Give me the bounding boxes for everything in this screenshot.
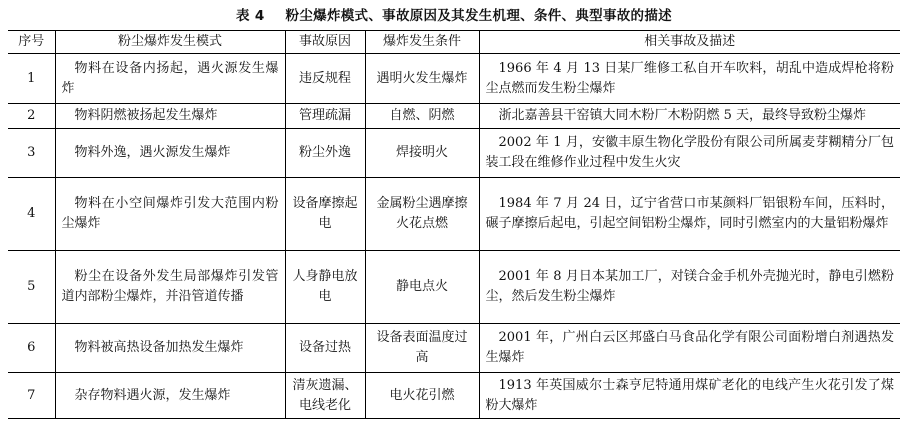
accident-table [8, 30, 900, 419]
accident-cause-cell: 设备过热 [285, 324, 365, 373]
explosion-mode-cell: 物料在小空间爆炸引发大范围内粉尘爆炸 [55, 178, 285, 251]
accident-description-cell: 2001 年 8 月日本某加工厂，对镁合金手机外壳抛光时，静电引燃粉尘，然后发生粉尘爆炸 [479, 251, 900, 324]
explosion-condition-cell: 金属粉尘遇摩擦火花点燃 [365, 178, 479, 251]
header-condition: 爆炸发生条件 [365, 31, 479, 54]
accident-cause-cell: 违反规程 [285, 54, 365, 104]
explosion-mode-cell: 物料阴燃被扬起发生爆炸 [55, 104, 285, 129]
explosion-condition-cell: 静电点火 [365, 251, 479, 324]
accident-description-cell: 2001 年，广州白云区邦盛白马食品化学有限公司面粉增白剂遇热发生爆炸 [479, 324, 900, 373]
accident-description-cell: 1913 年英国威尔士森亨尼特通用煤矿老化的电线产生火花引发了煤粉大爆炸 [479, 373, 900, 419]
explosion-mode-cell: 粉尘在设备外发生局部爆炸引发管道内部粉尘爆炸，并沿管道传播 [55, 251, 285, 324]
accident-description-cell: 1984 年 7 月 24 日，辽宁省营口市某颜料厂铝银粉车间，压料时，碾子摩擦后起电，引起空间铝粉尘爆炸，同时引燃室内的大量铝粉爆炸 [479, 178, 900, 251]
row-number: 7 [8, 373, 55, 419]
table-number: 表 4 [236, 8, 265, 24]
explosion-condition-cell: 遇明火发生爆炸 [365, 54, 479, 104]
accident-description-cell: 2002 年 1 月，安徽丰原生物化学股份有限公司所属麦芽糊精分厂包装工段在维修作业过程中发生火灾 [479, 129, 900, 178]
table-row [8, 129, 900, 178]
table-title: 粉尘爆炸模式、事故原因及其发生机理、条件、典型事故的描述 [285, 8, 672, 24]
accident-cause-cell: 人身静电放电 [285, 251, 365, 324]
explosion-condition-cell: 设备表面温度过高 [365, 324, 479, 373]
table-row [8, 54, 900, 104]
accident-description-cell: 浙北嘉善县干窑镇大同木粉厂木粉阴燃 5 天，最终导致粉尘爆炸 [479, 104, 900, 129]
explosion-mode-cell: 杂存物料遇火源，发生爆炸 [55, 373, 285, 419]
header-no: 序号 [8, 31, 55, 54]
table-row [8, 324, 900, 373]
accident-cause-cell: 管理疏漏 [285, 104, 365, 129]
explosion-mode-cell: 物料被高热设备加热发生爆炸 [55, 324, 285, 373]
row-number: 1 [8, 54, 55, 104]
row-number: 3 [8, 129, 55, 178]
row-number: 5 [8, 251, 55, 324]
explosion-mode-cell: 物料在设备内扬起，遇火源发生爆炸 [55, 54, 285, 104]
accident-description-cell: 1966 年 4 月 13 日某厂维修工私自开车吹料，胡乱中造成焊枪将粉尘点燃而发生粉尘爆炸 [479, 54, 900, 104]
table-row [8, 251, 900, 324]
accident-cause-cell: 清灰遗漏、电线老化 [285, 373, 365, 419]
row-number: 2 [8, 104, 55, 129]
row-number: 4 [8, 178, 55, 251]
explosion-condition-cell: 焊接明火 [365, 129, 479, 178]
accident-cause-cell: 设备摩擦起电 [285, 178, 365, 251]
header-mode: 粉尘爆炸发生模式 [55, 31, 285, 54]
explosion-condition-cell: 自燃、阴燃 [365, 104, 479, 129]
header-row [8, 31, 900, 54]
header-cause: 事故原因 [285, 31, 365, 54]
table-row [8, 373, 900, 419]
explosion-mode-cell: 物料外逸，遇火源发生爆炸 [55, 129, 285, 178]
explosion-condition-cell: 电火花引燃 [365, 373, 479, 419]
table-caption [8, 6, 900, 30]
row-number: 6 [8, 324, 55, 373]
table-row [8, 104, 900, 129]
header-description: 相关事故及描述 [479, 31, 900, 54]
table-row [8, 178, 900, 251]
accident-cause-cell: 粉尘外逸 [285, 129, 365, 178]
